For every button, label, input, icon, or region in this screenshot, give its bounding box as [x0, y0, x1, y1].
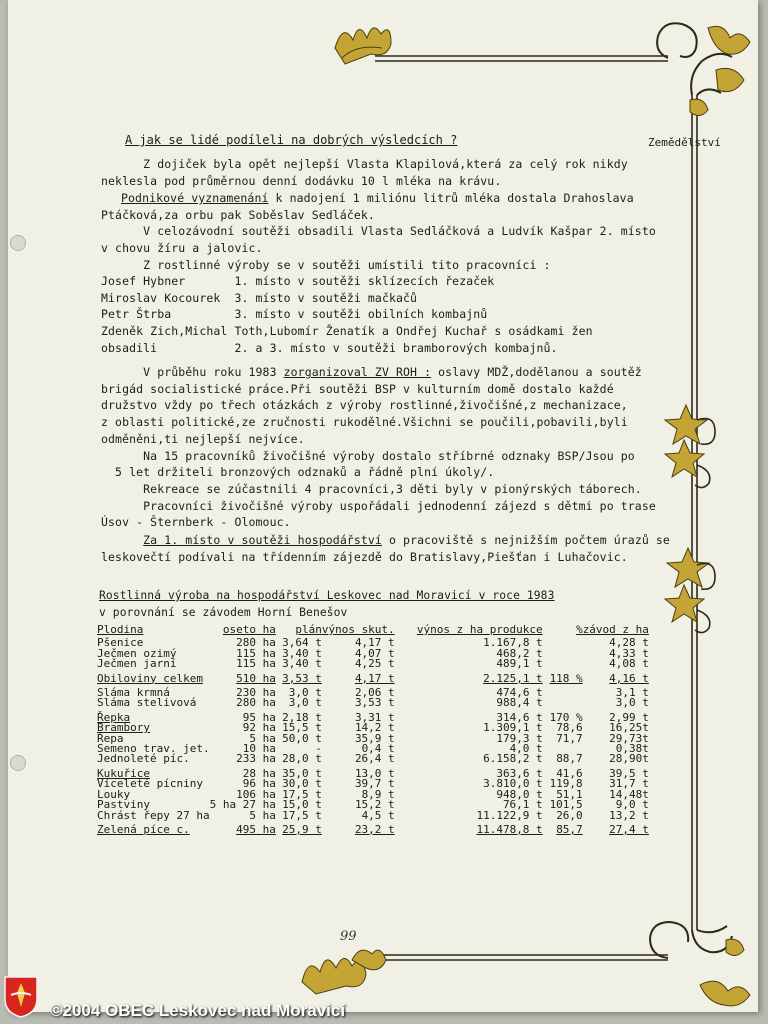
table-cell: 5 ha — [249, 731, 276, 745]
safety-text: o pracoviště s nejnižším počtem úrazů se leskovečtí podívali na třídenním zájezdě do Bratislavy,Piešťan i Luhačovic. — [101, 533, 670, 564]
table-cell: 35,0 t — [282, 766, 322, 780]
table-cell: Ječmen jarní — [97, 657, 177, 671]
table-cell: 3,53 t — [354, 696, 395, 710]
table-cell: 9,0 t — [615, 798, 649, 812]
table-cell: - — [315, 742, 322, 756]
footer-copyright: ©2004 OBEC Leskovec nad Moravicí — [50, 1001, 346, 1020]
table-cell: Řepka — [97, 710, 131, 724]
table-subtitle: v porovnání se závodem Horní Benešov — [99, 606, 348, 619]
section-heading: A jak se lidé podíleli na dobrých výsledcích ? — [125, 133, 458, 147]
award-emphasis: Podnikové vyznamenání — [121, 191, 269, 205]
table-cell: Ječmen ozimý — [97, 646, 177, 660]
table-cell: Řepa — [97, 731, 124, 745]
zv-roh-emphasis: zorganizoval ZV ROH : — [283, 365, 432, 379]
table-cell: 95 ha — [242, 710, 276, 724]
table-cell: 3,40 t — [282, 646, 322, 660]
table-cell: 468,2 t — [496, 646, 543, 660]
table-cell: 25,9 t — [282, 822, 322, 836]
paragraph-competition: V celozávodní soutěži obsadili Vlasta Sedláčková a Ludvík Kašpar 2. místo v chovu žíru a jalovic. — [101, 224, 656, 255]
table-cell — [543, 638, 583, 648]
zv-roh-text: oslavy MDŽ,dodělanou a soutěž brigád socialistické práce.Při soutěži BSP v kulturním domě dostalo každé družstvo vždy po třech otázkách z výroby rostlinné,živočišné,z mechanizace, z oblasti politické,ze zručnosti rukodělné.Všichni se poučili,pobavili,byli odměněni,ti nejlepší nejvíce. Na 15 pracovníků živočišné výroby dostalo stříbrné odznaky BSP/Jsou po 5 let držiteli bronzových odznaků a řádně plní úkoly/. Rekreace se zúčastnili 4 pracovníci,3 děti byly v pionýrských táborech. Pracovníci živočišné výroby uspořádali jednodenní zájezd s dětmi po trase Úsov - Šternberk - Olomouc. — [101, 365, 656, 530]
table-cell: 6.158,2 t — [483, 752, 543, 766]
table-cell: 115 ha — [236, 646, 276, 660]
table-cell: 118 % — [549, 671, 583, 685]
table-cell: 495 ha — [236, 822, 276, 836]
header-percent: % — [576, 623, 583, 636]
table-cell: 71,7 — [556, 731, 583, 745]
table-cell: 5 ha 27 ha — [209, 798, 276, 812]
table-cell: 5 ha — [249, 808, 276, 822]
table-cell: 78,6 — [556, 721, 583, 735]
table-cell: Víceleté pícniny — [97, 777, 203, 791]
table-cell: 3,0 t — [615, 696, 649, 710]
table-cell: 50,0 t — [282, 731, 322, 745]
table-cell: 179,3 t — [496, 731, 543, 745]
table-cell: Brambory — [97, 721, 150, 735]
table-cell: 28,90t — [609, 752, 649, 766]
table-cell: 2.125,1 t — [483, 671, 543, 685]
table-cell: 233 ha — [236, 752, 276, 766]
zv-roh-lead: V průběhu roku 1983 — [101, 365, 284, 379]
table-cell: 3,1 t — [615, 686, 649, 700]
table-cell: Kukuřice — [97, 766, 150, 780]
table-cell: 314,6 t — [496, 710, 543, 724]
table-cell: 988,4 t — [496, 696, 543, 710]
table-cell: 4,25 t — [354, 657, 395, 671]
table-cell: 11.122,9 t — [476, 808, 543, 822]
table-cell: 31,7 t — [609, 777, 649, 791]
leaf-ornament-bottom — [302, 950, 386, 994]
table-title-text: Rostlinná výroba na hospodářství Leskovec nad Moravicí v roce 1983 — [99, 589, 555, 602]
table-cell: 3,0 t — [288, 696, 322, 710]
table-cell: 15,5 t — [282, 721, 322, 735]
table-cell: 13,0 t — [354, 766, 395, 780]
table-cell: 92 ha — [242, 721, 276, 735]
table-cell: 4,08 t — [609, 657, 649, 671]
table-cell: 3.810,0 t — [483, 777, 543, 791]
table-cell: 4,5 t — [361, 808, 395, 822]
table-cell: 41,6 — [556, 766, 583, 780]
workers-list: Josef Hybner 1. místo v soutěži sklízecích řezaček Miroslav Kocourek 3. místo v soutěži mačkačů Petr Štrba 3. místo v soutěži obilních kombajnů Zdeněk Zich,Michal Toth,Lubomír Ženatík a Ondřej Kuchař s osádkami žen obsadili 2. a 3. místo v soutěži bramborových kombajnů. — [101, 274, 593, 355]
table-cell: 13,2 t — [609, 808, 649, 822]
table-cell: 3,40 t — [282, 657, 322, 671]
table-cell: 15,0 t — [282, 798, 322, 812]
table-cell: Louky — [97, 787, 131, 801]
table-cell: 96 ha — [242, 777, 276, 791]
table-cell: 17,5 t — [282, 808, 322, 822]
table-cell: 948,0 t — [496, 787, 543, 801]
paragraph-plant-production: Z rostlinné výroby se v soutěži umístili tito pracovníci : — [101, 258, 551, 272]
table-cell: 510 ha — [236, 671, 276, 685]
table-cell: 3,31 t — [354, 710, 395, 724]
table-cell: 23,2 t — [354, 822, 395, 836]
table-cell: 2,18 t — [282, 710, 322, 724]
crop-table — [97, 625, 649, 839]
table-cell: 3,0 t — [288, 686, 322, 700]
table-cell: 363,6 t — [496, 766, 543, 780]
table-cell: Jednoleté píc. — [97, 752, 190, 766]
table-cell: 85,7 — [556, 822, 583, 836]
table-cell: 3,53 t — [282, 671, 322, 685]
table-cell: 474,6 t — [496, 686, 543, 700]
table-cell: 35,9 t — [354, 731, 395, 745]
table-cell: Pastviny — [97, 798, 150, 812]
leaf-ornament-top — [335, 28, 391, 64]
scroll-ornament-bottom-right — [650, 922, 732, 958]
table-cell: Chrást řepy 27 ha — [97, 808, 210, 822]
table-cell: 3,64 t — [282, 636, 322, 650]
table-row — [97, 825, 649, 839]
table-cell: 28 ha — [242, 766, 276, 780]
paragraph-milkmaids: Z dojiček byla opět nejlepší Vlasta Klapilová,která za celý rok nikdy neklesla pod průměrnou denní dodávku 10 l mléka na krávu. — [101, 157, 628, 188]
paragraph-safety — [101, 532, 670, 565]
table-cell: 27,4 t — [609, 822, 649, 836]
table-cell: 280 ha — [236, 696, 276, 710]
table-cell: 170 % — [549, 710, 583, 724]
table-cell: Sláma krmná — [97, 686, 170, 700]
table-cell: 0,4 t — [361, 742, 395, 756]
table-cell: 14,2 t — [354, 721, 395, 735]
table-cell: 28,0 t — [282, 752, 322, 766]
table-cell: 26,0 — [556, 808, 583, 822]
table-cell: 51,1 — [556, 787, 583, 801]
table-cell: 106 ha — [236, 787, 276, 801]
header-vynos-skut: výnos skut. — [321, 623, 395, 636]
table-cell: 11.478,8 t — [476, 822, 543, 836]
table-cell: 4,17 t — [354, 636, 395, 650]
table-cell: 4,17 t — [354, 671, 395, 685]
table-cell — [543, 688, 583, 698]
table-cell: 4,28 t — [609, 636, 649, 650]
table-cell: 30,0 t — [282, 777, 322, 791]
table-cell: Sláma stelivová — [97, 696, 197, 710]
table-cell: 17,5 t — [282, 787, 322, 801]
table-cell: 88,7 — [556, 752, 583, 766]
table-cell: 15,2 t — [354, 798, 395, 812]
award-text: k nadojení 1 miliónu litrů mléka dostala Drahoslava Ptáčková,za orbu pak Soběslav Sedláček. — [101, 191, 634, 222]
table-cell: Zelená píce c. — [97, 822, 190, 836]
table-cell: 8,9 t — [361, 787, 395, 801]
table-cell: 29,73t — [609, 731, 649, 745]
table-cell: 101,5 — [549, 798, 583, 812]
header-plodina: Plodina — [97, 623, 144, 636]
table-cell — [543, 649, 583, 659]
table-cell: 119,8 — [549, 777, 583, 791]
table-cell: 2,99 t — [609, 710, 649, 724]
side-label: Zemědělství — [648, 136, 721, 149]
table-cell: 2,06 t — [354, 686, 395, 700]
header-plan: plán — [295, 623, 322, 636]
table-cell: 0,38t — [615, 742, 649, 756]
table-cell: Pšenice — [97, 636, 144, 650]
table-cell: 1.167,8 t — [483, 636, 543, 650]
table-body — [97, 638, 649, 839]
table-cell: 16,25t — [609, 721, 649, 735]
table-cell: 39,7 t — [354, 777, 395, 791]
table-cell: 39,5 t — [609, 766, 649, 780]
paragraph-award — [101, 190, 634, 223]
table-cell: Obiloviny celkem — [97, 671, 203, 685]
table-cell: 230 ha — [236, 686, 276, 700]
table-cell: 26,4 t — [354, 752, 395, 766]
footer-bar — [0, 998, 768, 1024]
table-title — [99, 588, 555, 605]
table-cell: 280 ha — [236, 636, 276, 650]
header-zavod: závod z ha — [582, 623, 649, 636]
table-cell: 1.309,1 t — [483, 721, 543, 735]
table-cell: 4,16 t — [609, 671, 649, 685]
table-cell: 4,07 t — [354, 646, 395, 660]
header-oseto: oseto ha — [222, 623, 276, 636]
header-vynos-produkce: výnos z ha produkce — [416, 623, 543, 636]
paragraph-zv-roh — [101, 364, 656, 531]
safety-lead — [101, 533, 143, 547]
table-cell: 4,0 t — [509, 742, 543, 756]
table-cell: 4,33 t — [609, 646, 649, 660]
coat-of-arms-logo — [3, 975, 39, 1019]
table-cell: 76,1 t — [502, 798, 543, 812]
table-cell: 115 ha — [236, 657, 276, 671]
table-cell: 14,48t — [609, 787, 649, 801]
table-cell: Semeno trav. jet. — [97, 742, 210, 756]
table-cell: 489,1 t — [496, 657, 543, 671]
table-cell: 10 ha — [242, 742, 276, 756]
safety-emphasis: Za 1. místo v soutěži hospodářství — [143, 533, 382, 547]
page-number: 99 — [340, 929, 357, 944]
